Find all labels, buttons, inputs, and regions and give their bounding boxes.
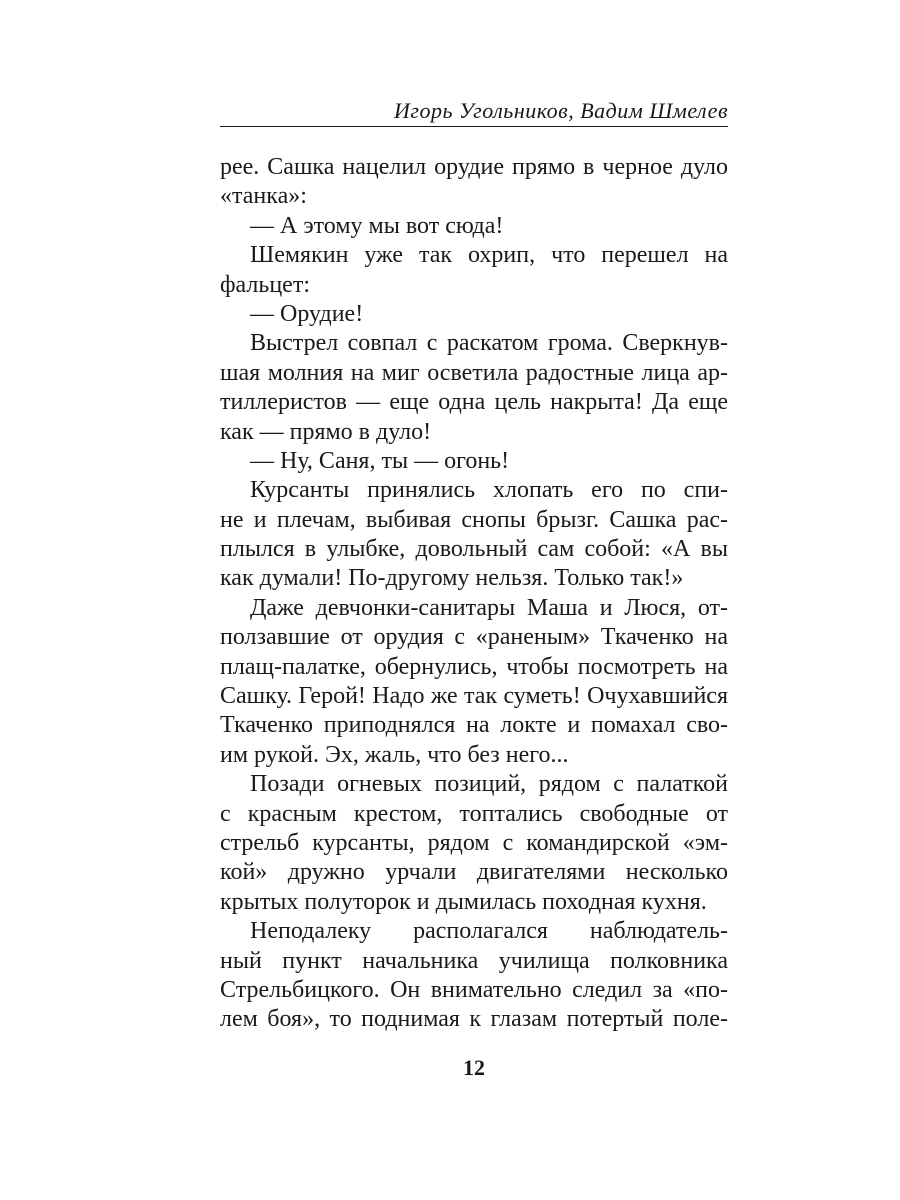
text-line: Ткаченко приподнялся на локте и помахал сво- xyxy=(220,712,728,739)
text-line: Позади огневых позиций, рядом с палаткой xyxy=(250,771,728,798)
text-line: шая молния на миг осветила радостные лица ар- xyxy=(220,359,728,386)
text-line: плащ-палатке, обернулись, чтобы посмотреть на xyxy=(220,653,728,680)
text-line: крытых полуторок и дымилась походная кухня. xyxy=(220,888,707,915)
text-line: Шемякин уже так охрип, что перешел на xyxy=(250,242,728,269)
text-line: лем боя», то поднимая к глазам потертый поле- xyxy=(220,1006,728,1033)
text-line: тиллеристов — еще одна цель накрыта! Да еще xyxy=(220,389,728,416)
running-head: Игорь Угольников, Вадим Шмелев xyxy=(393,98,728,123)
text-line: — Орудие! xyxy=(250,300,364,327)
text-line: Курсанты принялись хлопать его по спи- xyxy=(250,477,728,504)
text-line: Даже девчонки-санитары Маша и Люся, от- xyxy=(250,594,728,621)
text-line: Сашку. Герой! Надо же так суметь! Очухавшийся xyxy=(220,683,728,710)
text-line: с красным крестом, топтались свободные от xyxy=(220,800,728,827)
text-line: как думали! По-другому нельзя. Только так!» xyxy=(220,565,684,592)
text-line: фальцет: xyxy=(220,271,310,298)
text-line: не и плечам, выбивая снопы брызг. Сашка рас- xyxy=(220,506,728,533)
text-line: — Ну, Саня, ты — огонь! xyxy=(250,447,510,474)
text-line: им рукой. Эх, жаль, что без него... xyxy=(220,741,569,768)
text-line: — А этому мы вот сюда! xyxy=(250,212,504,239)
body-text xyxy=(220,153,728,1035)
text-line: «танка»: xyxy=(220,183,307,210)
text-line: ползавшие от орудия с «раненым» Ткаченко на xyxy=(220,624,728,651)
text-line: ный пункт начальника училища полковника xyxy=(220,947,728,974)
text-line: рее. Сашка нацелил орудие прямо в черное дуло xyxy=(220,154,728,180)
text-line: плылся в улыбке, довольный сам собой: «А вы xyxy=(220,536,728,563)
page-number: 12 xyxy=(463,1055,485,1080)
text-line: Стрельбицкого. Он внимательно следил за «по- xyxy=(220,976,728,1003)
text-line: Выстрел совпал с раскатом грома. Сверкнув- xyxy=(250,330,728,357)
text-line: кой» дружно урчали двигателями несколько xyxy=(220,859,728,886)
header-rule xyxy=(220,126,728,127)
text-line: как — прямо в дуло! xyxy=(220,418,432,445)
text-line: стрельб курсанты, рядом с командирской «эм- xyxy=(220,829,728,856)
text-line: Неподалеку располагался наблюдатель- xyxy=(250,918,728,945)
